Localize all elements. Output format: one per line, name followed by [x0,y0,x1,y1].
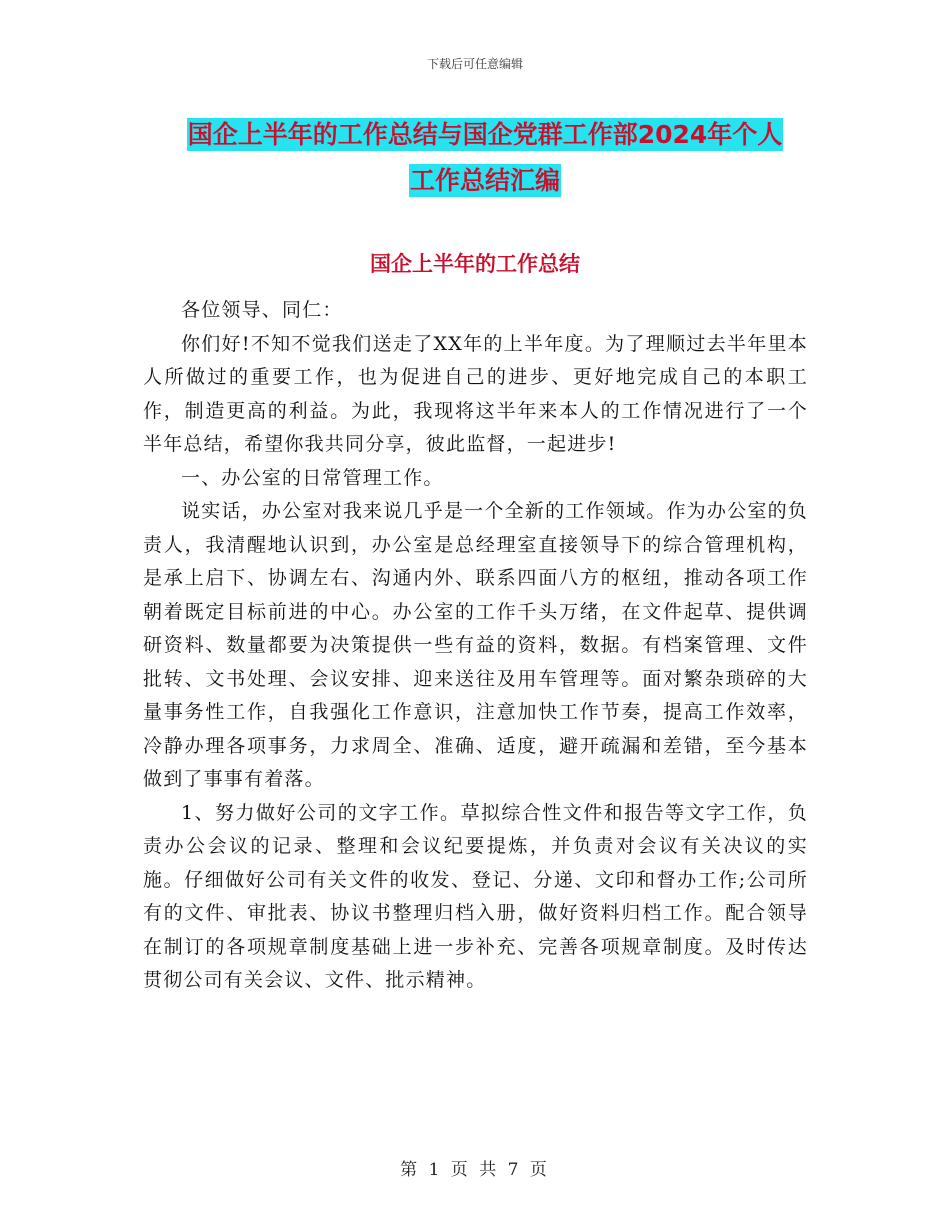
paragraph-heading-office: 一、办公室的日常管理工作。 [181,466,444,489]
paragraph-intro: 你们好!不知不觉我们送走了XX年的上半年度。为了理顺过去半年里本人所做过的重要工作，也为促进自己的进步、更好地完成自己的本职工作，制造更高的利益。为此，我现将这半年来本人的工作情况进行了一个半年总结，希望你我共同分享，彼此监督，一起进步! [143,332,808,455]
document-title-line-1: 国企上半年的工作总结与国企党群工作部2024年个人 [187,120,783,149]
section-title: 国企上半年的工作总结 [370,252,580,276]
paragraph-writing-work: 1、努力做好公司的文字工作。草拟综合性文件和报告等文字工作，负责办公会议的记录、整理和会议纪要提炼，并负责对会议有关决议的实施。仔细做好公司有关文件的收发、登记、分递、文印和督办工作;公司所有的文件、审批表、协议书整理归档入册，做好资料归档工作。配合领导在制订的各项规章制度基础上进一步补充、完善各项规章制度。及时传达贯彻公司有关会议、文件、批示精神。 [143,801,808,991]
document-title [140,112,830,204]
paragraph-salutation: 各位领导、同仁： [181,299,343,321]
document-title-line-2: 工作总结汇编 [409,166,560,195]
document-body [143,294,808,998]
page-footer: 第 1 页 共 7 页 [400,1160,550,1180]
paragraph-office-work: 说实话，办公室对我来说几乎是一个全新的工作领域。作为办公室的负责人，我清醒地认识到，办公室是总经理室直接领导下的综合管理机构，是承上启下、协调左右、沟通内外、联系四面八方的枢纽，推动各项工作朝着既定目标前进的中心。办公室的工作千头万绪，在文件起草、提供调研资料、数量都要为决策提供一些有益的资料，数据。有档案管理、文件批转、文书处理、会议安排、迎来送往及用车管理等。面对繁杂琐碎的大量事务性工作，自我强化工作意识，注意加快工作节奏，提高工作效率，冷静办理各项事务，力求周全、准确、适度，避开疏漏和差错，至今基本做到了事事有着落。 [143,500,808,790]
header-note: 下载后可任意编辑 [426,57,523,71]
